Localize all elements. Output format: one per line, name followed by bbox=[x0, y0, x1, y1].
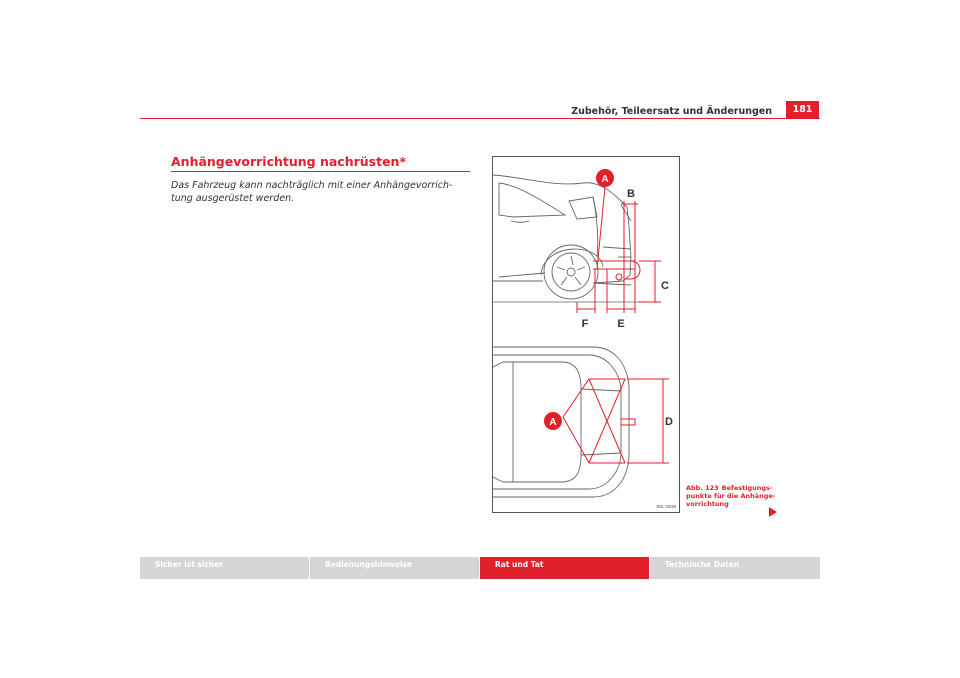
section-title-rule bbox=[171, 171, 470, 172]
hitch-side bbox=[577, 187, 661, 313]
caption-line-1: Befestigungs- bbox=[721, 484, 773, 492]
tab-bedienungshinweise[interactable]: Bedienungshinweise bbox=[310, 557, 479, 579]
tow-hitch-diagram bbox=[493, 157, 679, 512]
label-a-top: A bbox=[601, 174, 609, 185]
footer-tab-bar bbox=[140, 557, 820, 579]
section-intro bbox=[171, 179, 471, 205]
tab-technische-daten[interactable]: Technische Daten bbox=[650, 557, 820, 579]
header-rule bbox=[140, 118, 820, 119]
caption-line-3: vorrichtung bbox=[686, 500, 729, 508]
rear-wheel bbox=[541, 245, 603, 299]
label-c: C bbox=[661, 280, 669, 292]
figure-code: B6L-0039 bbox=[656, 504, 676, 509]
label-d: D bbox=[665, 416, 673, 428]
label-a-bottom: A bbox=[549, 417, 557, 428]
figure-caption bbox=[686, 484, 776, 508]
intro-line-2: tung ausgerüstet werden. bbox=[171, 193, 295, 204]
continue-arrow-icon[interactable] bbox=[769, 507, 777, 517]
label-e: E bbox=[617, 318, 625, 330]
running-header-title: Zubehör, Teileersatz und Änderungen bbox=[571, 106, 772, 117]
caption-line-2: punkte für die Anhänge- bbox=[686, 492, 776, 500]
intro-line-1: Das Fahrzeug kann nachträglich mit einer Anhängevorrich- bbox=[171, 180, 453, 191]
page-number-badge: 181 bbox=[786, 101, 819, 119]
label-f: F bbox=[581, 318, 589, 330]
section-title: Anhängevorrichtung nachrüsten* bbox=[171, 154, 406, 169]
tab-rat-und-tat[interactable]: Rat und Tat bbox=[480, 557, 649, 579]
car-side-view bbox=[493, 175, 643, 302]
label-b: B bbox=[627, 188, 635, 200]
caption-figure-number: Abb. 123 bbox=[686, 484, 719, 492]
tow-hitch-figure bbox=[492, 156, 680, 513]
tab-sicher-ist-sicher[interactable]: Sicher ist sicher bbox=[140, 557, 309, 579]
hitch-top bbox=[563, 379, 669, 463]
